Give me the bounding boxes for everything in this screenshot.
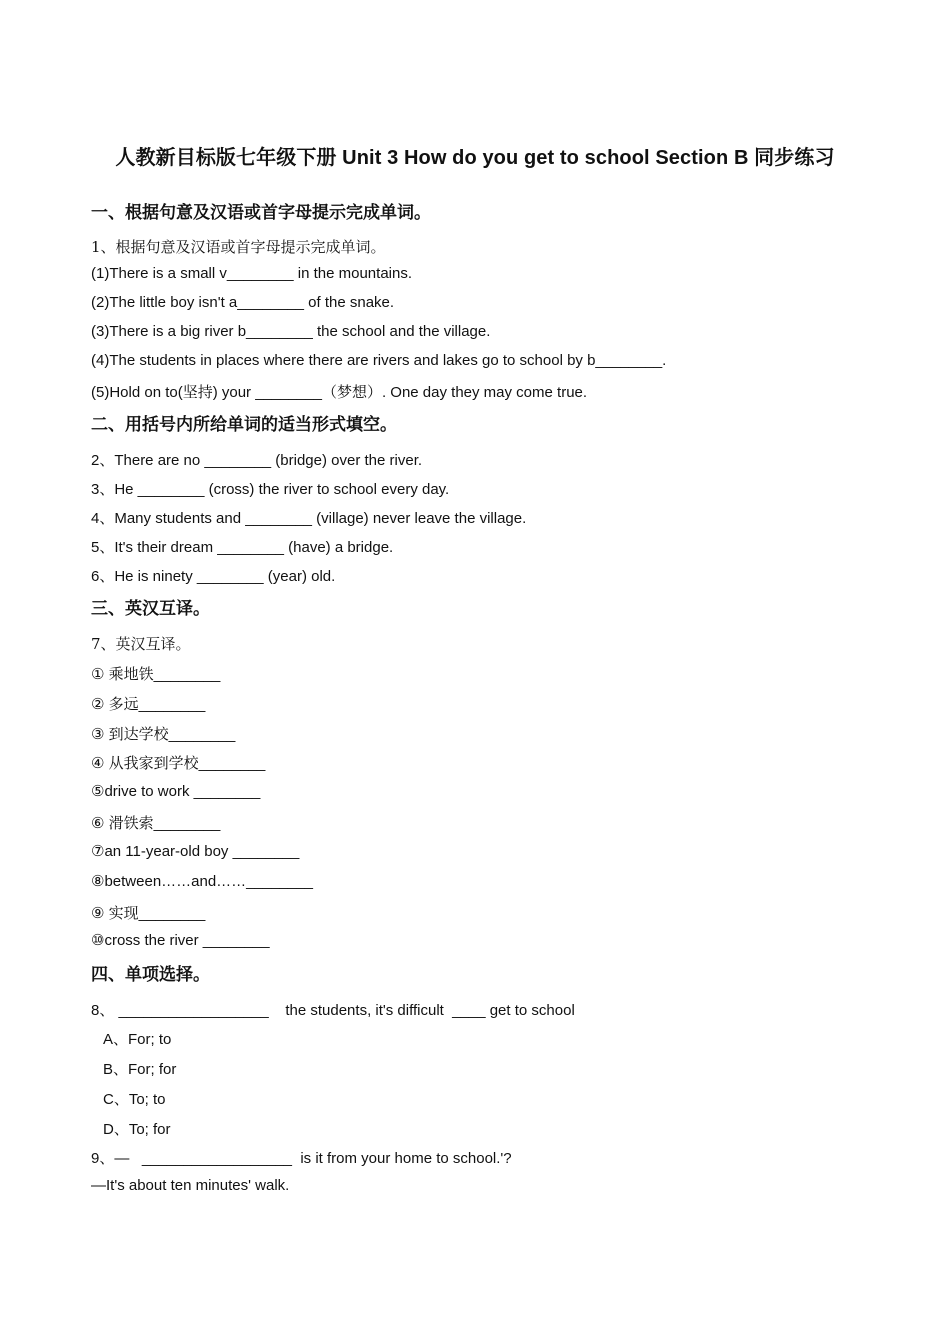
part1-item: (1)There is a small v________ in the mountains. (91, 265, 413, 282)
page-title: 人教新目标版七年级下册 Unit 3 How do you get to school Section B 同步练习 (115, 147, 835, 169)
part1-item: (2)The little boy isn't a________ of the snake. (91, 294, 395, 311)
part3-item: ② 多远________ (91, 696, 206, 713)
section-heading-3: 三、英汉互译。 (91, 599, 210, 618)
part3-item: ⑧between……and……________ (91, 873, 313, 890)
section-heading-1: 一、根据句意及汉语或首字母提示完成单词。 (91, 203, 431, 222)
part3-item: ⑥ 滑铁索________ (91, 815, 221, 832)
part2-item: 4、Many students and ________ (village) never leave the village. (91, 510, 527, 527)
part1-item: (5)Hold on to(坚持) your ________（梦想）. One day they may come true. (91, 384, 588, 401)
part3-item: ① 乘地铁________ (91, 666, 221, 683)
part2-item: 5、It's their dream ________ (have) a bridge. (91, 539, 394, 556)
part3-item: ⑨ 实现________ (91, 905, 206, 922)
part3-item: ③ 到达学校________ (91, 726, 236, 743)
q8-option-c: C、To; to (103, 1091, 166, 1108)
part1-item: (4)The students in places where there are rivers and lakes go to school by b________. (91, 352, 667, 369)
question-8: 8、 __________________ the students, it's difficult ____ get to school (91, 1002, 575, 1019)
q8-option-d: D、To; for (103, 1121, 171, 1138)
part2-item: 3、He ________ (cross) the river to school every day. (91, 481, 450, 498)
part2-item: 2、There are no ________ (bridge) over the river. (91, 452, 423, 469)
part1-item: (3)There is a big river b________ the school and the village. (91, 323, 491, 340)
q9-answer: —It's about ten minutes' walk. (91, 1177, 290, 1194)
part1-intro: 1、根据句意及汉语或首字母提示完成单词。 (91, 238, 386, 256)
part3-item: ⑤drive to work ________ (91, 783, 261, 800)
section-heading-2: 二、用括号内所给单词的适当形式填空。 (91, 415, 397, 434)
question-9: 9、— __________________ is it from your home to school.'? (91, 1150, 512, 1167)
part3-item: ⑦an 11-year-old boy ________ (91, 843, 300, 860)
part3-item: ⑩cross the river ________ (91, 932, 270, 949)
part3-item: ④ 从我家到学校________ (91, 755, 266, 772)
part2-item: 6、He is ninety ________ (year) old. (91, 568, 336, 585)
q8-option-a: A、For; to (103, 1031, 172, 1048)
section-heading-4: 四、单项选择。 (91, 965, 210, 984)
part3-intro: 7、英汉互译。 (91, 635, 191, 653)
q8-option-b: B、For; for (103, 1061, 177, 1078)
